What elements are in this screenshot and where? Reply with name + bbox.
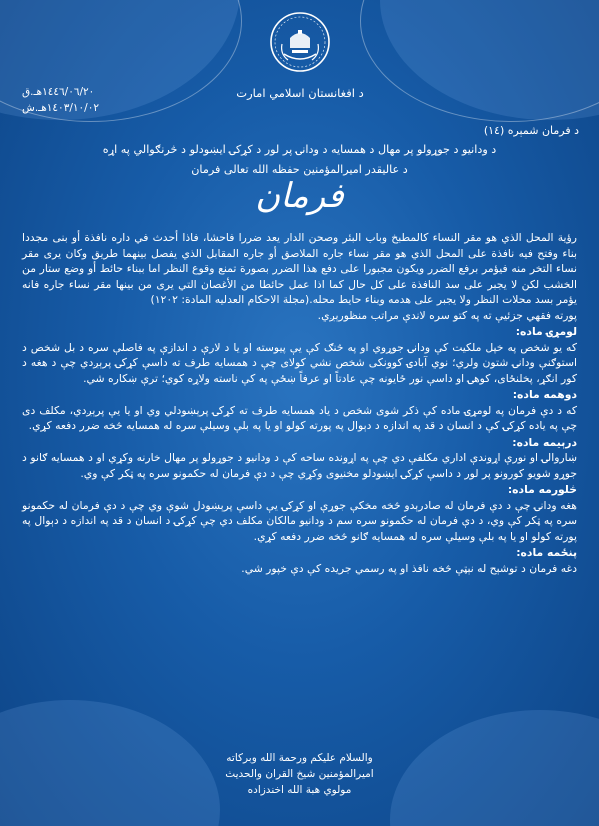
signature-title: امیرالمؤمنین شیخ القران والحدیث	[225, 768, 374, 780]
decree-subject	[20, 140, 579, 180]
date-hijri-shamsi: ١٤٠٣/١٠/٠٢هـ.ش	[22, 102, 99, 114]
intro-text: پورته فقهي جزئیې ته په کتو سره لاندې مراتب منظورېږي.	[317, 308, 577, 322]
article-text: که د دې فرمان په لومړۍ ماده کې ذکر شوی شخص د یاد همسایه طرف ته کړکۍ پرېښودلي وي او یا یې پرېږدي، مکلف دی چې په یاده کړکۍ کې د انسان د قد په اندازه د دېوال په پورته کولو او یا په بلې وسیلې سره له همسایه څخه ضرر دفعه کړي.	[22, 403, 577, 432]
emirate-name: د افغانستان اسلامي امارت	[236, 86, 364, 100]
decree-title: فرمان	[255, 176, 344, 216]
subject-line: د عالیقدر امیرالمؤمنین حفظه الله تعالی فرمان	[191, 163, 408, 176]
signature-name: مولوي هبة الله اخندزاده	[247, 784, 352, 796]
article-heading: دوهمه ماده:	[512, 388, 577, 401]
decree-number: د فرمان شمېره (١٤)	[483, 124, 579, 137]
date-hijri-qamari: ١٤٤٦/٠٦/٢٠هـ.ق	[22, 86, 95, 98]
decree-body	[22, 230, 577, 576]
subject-line: د ودانیو د جوړولو پر مهال د همسایه د ودانۍ پر لور د کړکۍ ایښودلو د څرنګوالي په اړه	[102, 143, 497, 156]
date-block	[22, 84, 142, 116]
decorative-arc	[360, 0, 599, 122]
emirate-emblem-icon	[268, 10, 332, 74]
article-text: که یو شخص په خپل ملکیت کې ودانۍ جوړوي او په څنګ کې یې پیوسته او یا د لارې د اندازې په فاصلې سره د بل شخص د استوګنې ودانۍ شتون ولري؛ نوي آبادۍ کوونکی شخص نشي کولای چې د همسایه طرف ته داسې کړکۍ پرېږدي چې د هغه د کور انګړ، پخلنځای، کوهۍ او داسې نور ځایونه چې عادتاً او عرفاً ښځې په کې ناسته ولاړه کوي؛ ترې ښکاره شي.	[22, 340, 577, 385]
article-text: دغه فرمان د توشېح له نېټې څخه نافذ او په رسمي جریده کې دې خپور شي.	[241, 561, 577, 575]
article-text: ښاروالۍ او نورې اړوندې اداري مکلفې دي چې په اړونده ساحه کې د ودانیو د جوړولو پر مهال خارنه وکړي او د همسایه ګانو د جوړو شویو کورونو پر لور د داسې کړکۍ ایښودلو مخنیوی وکړي چې د دې فرمان له حکمونو سره په ټکر کې وي.	[22, 451, 577, 480]
article-heading: درېیمه ماده:	[512, 435, 577, 449]
article-heading: پنځمه ماده:	[516, 546, 577, 559]
article-text: هغه ودانۍ چې د دې فرمان له صادرېدو څخه مخکې جوړې او کړکۍ یې داسې پرېښودل شوې وي چې د دې فرمان له حکمونو سره په ټکر کې وي، د دې فرمان له حکمونو سره سم د ودانیو مالکان مکلف دي چې کړکۍ د انسان د قد په اندازه د دېوال په پورته کولو او یا په بلې وسیلې سره له همسایه ګانو څخه ضرر دفعه کړي.	[22, 498, 577, 543]
signature-greeting: والسلام علیکم ورحمة الله وبرکاته	[226, 752, 373, 764]
article-heading: لومړۍ ماده:	[515, 325, 577, 338]
arabic-quote: رؤية المحل الذي هو مقر النساء كالمطبخ وباب البئر وصحن الدار يعد ضررا فاحشا، فاذا أحدث في داره نافذة أو بنى مجددا بناء وفتح فيه نافذة على المحل الذي هو مقر نساء جاره الملاصق أو جاره المقابل الذي يفصل بينهما طريق وكان يرى مقر نساء التخر منه فيؤمر برفع الضرر ويكون مجبورا على دفع هذا الضرر بصورة تمنع وقوع النظر اما ببناء حائط أو وضع ستار من الخشب لكن لا يجبر على سد النافذة على كل حال كما اذا عمل حائطا من الأغصان التي يرى من بينها مقر نساء جاره فانه يؤمر بسد محلات النظر ولا يجبر على هدمه وبناء حايط محله.(مجلة الاحكام العدليه المادة: ١٢٠٢)	[22, 231, 577, 306]
article-heading: څلورمه ماده:	[507, 483, 577, 496]
signature-block	[0, 750, 599, 798]
